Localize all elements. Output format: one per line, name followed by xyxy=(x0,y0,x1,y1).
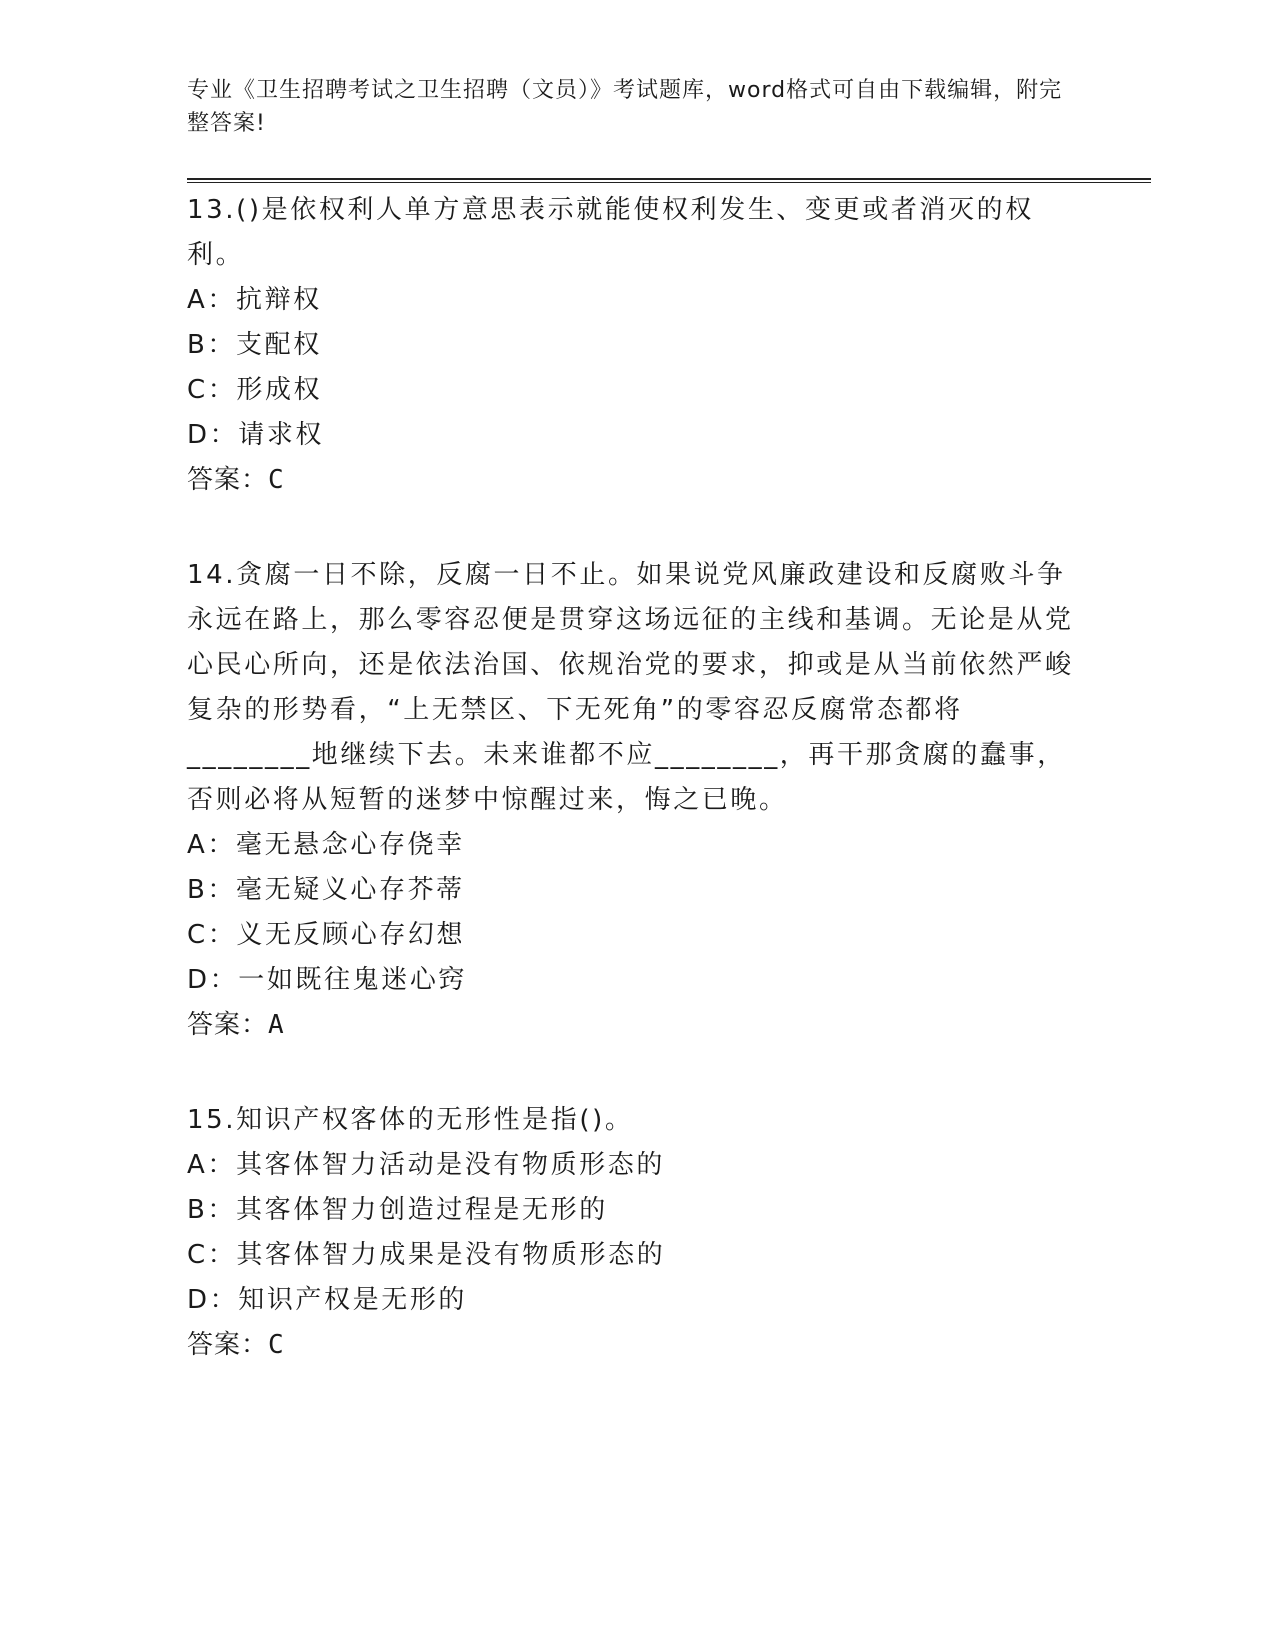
question-list xyxy=(187,188,1087,1418)
option-c: C：义无反顾心存幻想 xyxy=(187,920,466,950)
option-c: C：形成权 xyxy=(187,375,323,405)
question-14 xyxy=(187,553,1087,1048)
page-header: 专业《卫生招聘考试之卫生招聘（文员）》考试题库，word格式可自由下载编辑，附完整答案! xyxy=(187,78,1063,136)
option-b: B：毫无疑义心存芥蒂 xyxy=(187,875,465,905)
option-a: A：其客体智力活动是没有物质形态的 xyxy=(187,1150,665,1180)
option-b: B：其客体智力创造过程是无形的 xyxy=(187,1195,608,1225)
header-divider xyxy=(187,178,1151,183)
answer-line xyxy=(187,458,1087,503)
answer-value: A xyxy=(268,1010,285,1040)
option-d: D：一如既往鬼迷心窍 xyxy=(187,965,468,995)
answer-line xyxy=(187,1323,1087,1368)
question-13 xyxy=(187,188,1087,503)
question-stem: 13.()是依权利人单方意思表示就能使权利发生、变更或者消灭的权利。 xyxy=(187,195,1034,270)
option-c: C：其客体智力成果是没有物质形态的 xyxy=(187,1240,666,1270)
answer-label: 答案： xyxy=(187,465,269,495)
question-15 xyxy=(187,1098,1087,1368)
answer-label: 答案： xyxy=(187,1010,269,1040)
option-d: D：请求权 xyxy=(187,420,325,450)
answer-label: 答案： xyxy=(187,1330,269,1360)
option-list xyxy=(187,1143,1087,1323)
answer-value: C xyxy=(268,1330,285,1360)
answer-value: C xyxy=(268,465,285,495)
option-a: A：抗辩权 xyxy=(187,285,322,315)
option-b: B：支配权 xyxy=(187,330,322,360)
question-stem: 15.知识产权客体的无形性是指()。 xyxy=(187,1105,634,1135)
option-list xyxy=(187,823,1087,1003)
option-list xyxy=(187,278,1087,458)
question-stem: 14.贪腐一日不除，反腐一日不止。如果说党风廉政建设和反腐败斗争永远在路上，那么零容忍便是贯穿这场远征的主线和基调。无论是从党心民心所向，还是依法治国、依规治党的要求，抑或是从当前依然严峻复杂的形势看，“上无禁区、下无死角”的零容忍反腐常态都将________地继续下去。未来谁都不应________，再干那贪腐的蠢事，否则必将从短暂的迷梦中惊醒过来，悔之已晚。 xyxy=(187,560,1074,815)
option-a: A：毫无悬念心存侥幸 xyxy=(187,830,465,860)
answer-line xyxy=(187,1003,1087,1048)
option-d: D：知识产权是无形的 xyxy=(187,1285,468,1315)
